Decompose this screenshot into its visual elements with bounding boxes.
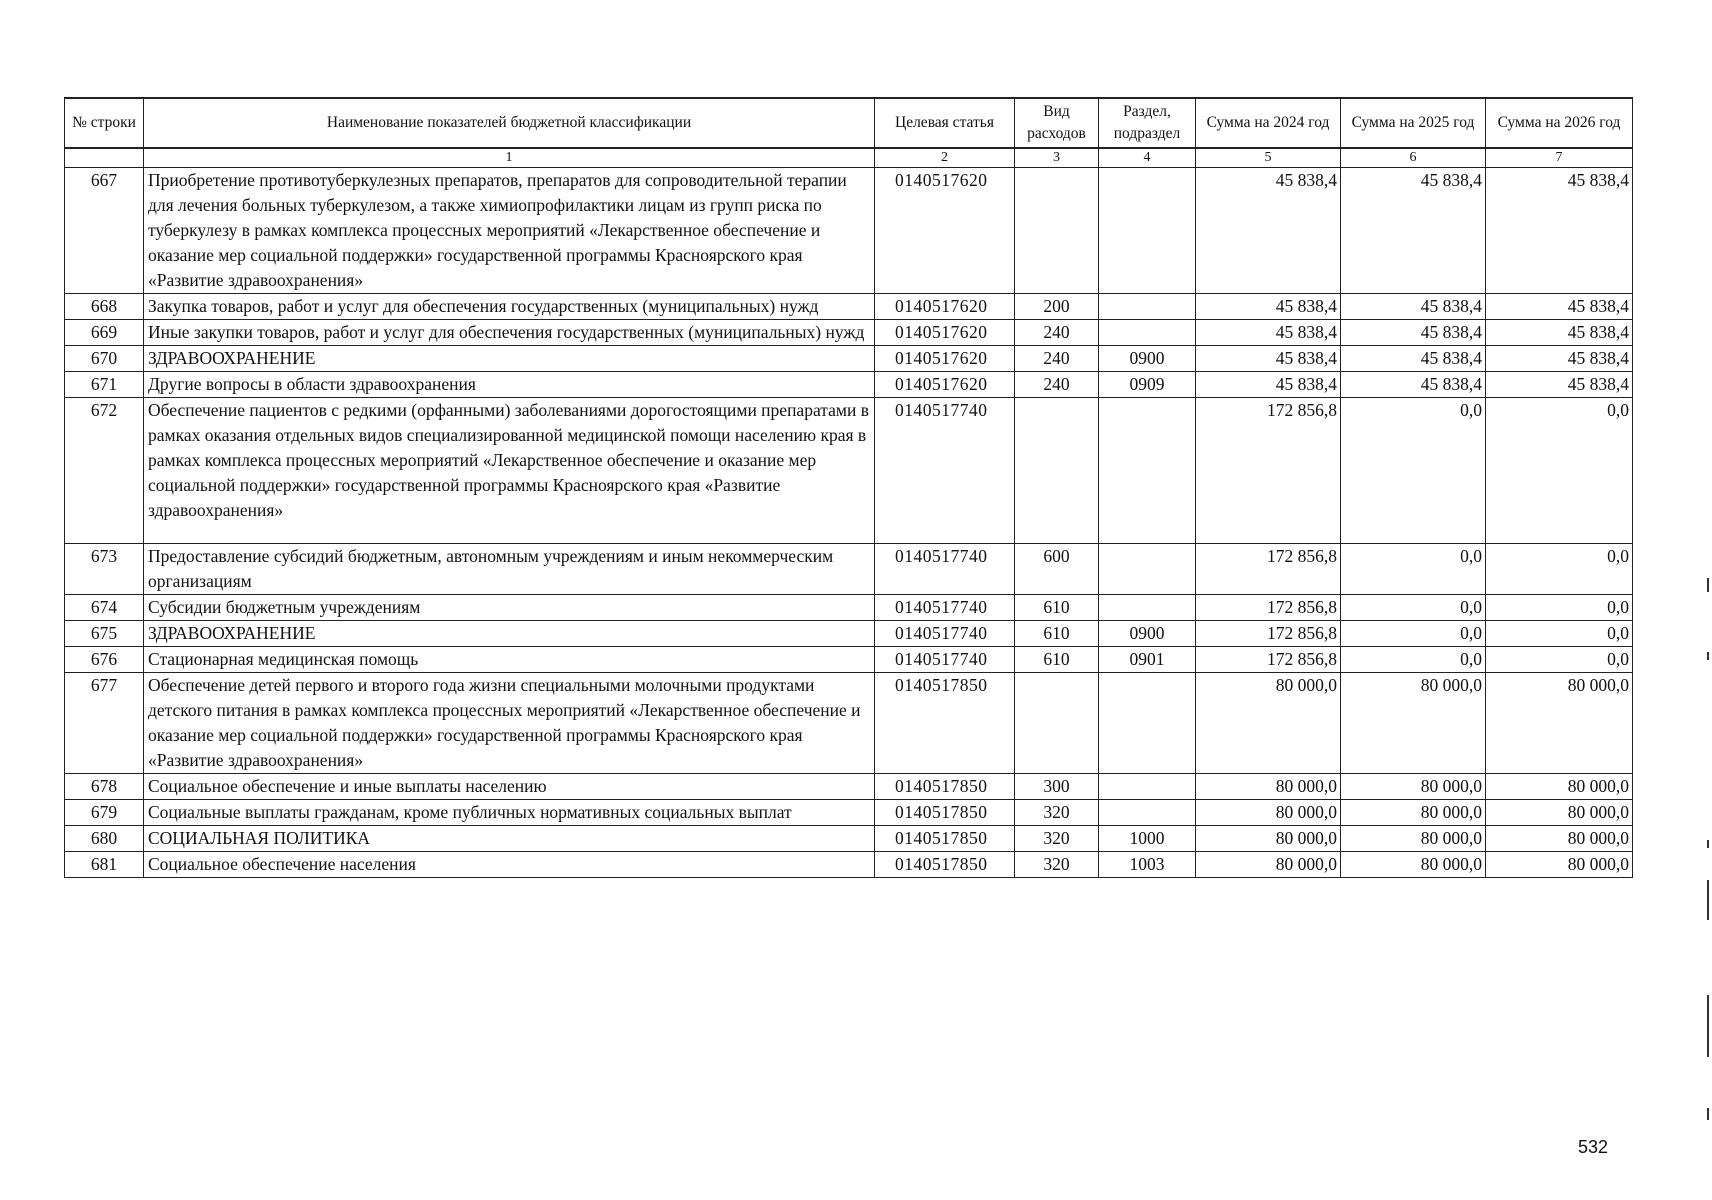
target-article-code: 0140517850 <box>875 673 1015 774</box>
sum-2024: 45 838,4 <box>1196 346 1341 372</box>
row-number: 674 <box>65 595 144 621</box>
target-article-code: 0140517620 <box>875 346 1015 372</box>
expense-type-code: 320 <box>1015 800 1099 826</box>
sum-2024: 172 856,8 <box>1196 621 1341 647</box>
column-number: 6 <box>1341 148 1486 168</box>
target-article-code: 0140517740 <box>875 544 1015 595</box>
indicator-name: Обеспечение пациентов с редкими (орфанными) заболеваниями дорогостоящими препаратами в рамках оказания отдельных видов специализированной медицинской помощи населению края в рамках комплекса процессных мероприятий «Лекарственное обеспечение и оказание мер социальной поддержки» государственной программы Красноярского края «Развитие здравоохранения» <box>144 398 875 544</box>
sum-2025: 0,0 <box>1341 595 1486 621</box>
table-row <box>65 826 1633 852</box>
sum-2026: 80 000,0 <box>1486 826 1633 852</box>
sum-2026: 80 000,0 <box>1486 774 1633 800</box>
table-row <box>65 621 1633 647</box>
sum-2026: 0,0 <box>1486 595 1633 621</box>
indicator-name: Другие вопросы в области здравоохранения <box>144 372 875 398</box>
column-number: 5 <box>1196 148 1341 168</box>
column-number-row <box>65 148 1633 168</box>
sum-2024: 172 856,8 <box>1196 647 1341 673</box>
target-article-code: 0140517620 <box>875 320 1015 346</box>
indicator-name: Социальные выплаты гражданам, кроме публичных нормативных социальных выплат <box>144 800 875 826</box>
section-code: 1000 <box>1099 826 1196 852</box>
row-number: 672 <box>65 398 144 544</box>
sum-2024: 80 000,0 <box>1196 800 1341 826</box>
expense-type-code: 200 <box>1015 294 1099 320</box>
section-code <box>1099 294 1196 320</box>
target-article-code: 0140517850 <box>875 852 1015 878</box>
sum-2025: 80 000,0 <box>1341 852 1486 878</box>
indicator-name: Социальное обеспечение населения <box>144 852 875 878</box>
expense-type-code: 610 <box>1015 647 1099 673</box>
column-number: 4 <box>1099 148 1196 168</box>
sum-2025: 45 838,4 <box>1341 346 1486 372</box>
row-number: 679 <box>65 800 144 826</box>
table-row <box>65 320 1633 346</box>
sum-2026: 45 838,4 <box>1486 168 1633 294</box>
row-number: 669 <box>65 320 144 346</box>
table-row <box>65 544 1633 595</box>
table-row <box>65 852 1633 878</box>
table-row <box>65 774 1633 800</box>
sum-2024: 45 838,4 <box>1196 320 1341 346</box>
expense-type-code: 610 <box>1015 595 1099 621</box>
sum-2025: 80 000,0 <box>1341 826 1486 852</box>
row-number: 670 <box>65 346 144 372</box>
expense-type-code: 600 <box>1015 544 1099 595</box>
indicator-name: Субсидии бюджетным учреждениям <box>144 595 875 621</box>
scan-edge-mark <box>1707 880 1709 920</box>
sum-2024: 172 856,8 <box>1196 595 1341 621</box>
expense-type-code: 300 <box>1015 774 1099 800</box>
column-number <box>65 148 144 168</box>
expense-type-code: 240 <box>1015 346 1099 372</box>
sum-2026: 45 838,4 <box>1486 294 1633 320</box>
sum-2024: 80 000,0 <box>1196 852 1341 878</box>
sum-2024: 45 838,4 <box>1196 168 1341 294</box>
header-section: Раздел, подраздел <box>1099 98 1196 148</box>
column-number: 3 <box>1015 148 1099 168</box>
section-code: 1003 <box>1099 852 1196 878</box>
row-number: 676 <box>65 647 144 673</box>
sum-2025: 45 838,4 <box>1341 168 1486 294</box>
sum-2026: 80 000,0 <box>1486 800 1633 826</box>
sum-2025: 45 838,4 <box>1341 320 1486 346</box>
section-code <box>1099 595 1196 621</box>
indicator-name: Предоставление субсидий бюджетным, автономным учреждениям и иным некоммерческим организациям <box>144 544 875 595</box>
expense-type-code: 610 <box>1015 621 1099 647</box>
sum-2026: 0,0 <box>1486 398 1633 544</box>
header-expense-type: Вид расходов <box>1015 98 1099 148</box>
table-header <box>65 98 1633 168</box>
expense-type-code: 320 <box>1015 826 1099 852</box>
header-sum-2026: Сумма на 2026 год <box>1486 98 1633 148</box>
sum-2026: 80 000,0 <box>1486 673 1633 774</box>
target-article-code: 0140517620 <box>875 372 1015 398</box>
indicator-name: ЗДРАВООХРАНЕНИЕ <box>144 621 875 647</box>
table-row <box>65 398 1633 544</box>
indicator-name: Закупка товаров, работ и услуг для обеспечения государственных (муниципальных) нужд <box>144 294 875 320</box>
sum-2025: 80 000,0 <box>1341 673 1486 774</box>
sum-2025: 0,0 <box>1341 544 1486 595</box>
section-code: 0900 <box>1099 346 1196 372</box>
expense-type-code: 320 <box>1015 852 1099 878</box>
sum-2025: 45 838,4 <box>1341 294 1486 320</box>
sum-2025: 45 838,4 <box>1341 372 1486 398</box>
sum-2026: 0,0 <box>1486 544 1633 595</box>
sum-2025: 80 000,0 <box>1341 774 1486 800</box>
expense-type-code: 240 <box>1015 372 1099 398</box>
indicator-name: ЗДРАВООХРАНЕНИЕ <box>144 346 875 372</box>
table-row <box>65 800 1633 826</box>
sum-2025: 80 000,0 <box>1341 800 1486 826</box>
target-article-code: 0140517620 <box>875 168 1015 294</box>
table-row <box>65 168 1633 294</box>
row-number: 668 <box>65 294 144 320</box>
scan-edge-mark <box>1707 995 1709 1057</box>
sum-2024: 80 000,0 <box>1196 673 1341 774</box>
section-code <box>1099 168 1196 294</box>
expense-type-code <box>1015 168 1099 294</box>
target-article-code: 0140517740 <box>875 398 1015 544</box>
column-number: 7 <box>1486 148 1633 168</box>
indicator-name: Социальное обеспечение и иные выплаты населению <box>144 774 875 800</box>
sum-2024: 172 856,8 <box>1196 544 1341 595</box>
target-article-code: 0140517850 <box>875 826 1015 852</box>
sum-2025: 0,0 <box>1341 398 1486 544</box>
indicator-name: Иные закупки товаров, работ и услуг для обеспечения государственных (муниципальных) нужд <box>144 320 875 346</box>
expense-type-code <box>1015 673 1099 774</box>
header-row <box>65 98 1633 148</box>
section-code: 0901 <box>1099 647 1196 673</box>
table-row <box>65 294 1633 320</box>
indicator-name: Стационарная медицинская помощь <box>144 647 875 673</box>
indicator-name: Обеспечение детей первого и второго года жизни специальными молочными продуктами детского питания в рамках комплекса процессных мероприятий «Лекарственное обеспечение и оказание мер социальной поддержки» государственной программы Красноярского края «Развитие здравоохранения» <box>144 673 875 774</box>
table-body <box>65 168 1633 878</box>
indicator-name: Приобретение противотуберкулезных препаратов, препаратов для сопроводительной терапии для лечения больных туберкулезом, а также химиопрофилактики лицам из групп риска по туберкулезу в рамках комплекса процессных мероприятий «Лекарственное обеспечение и оказание мер социальной поддержки» государственной программы Красноярского края «Развитие здравоохранения» <box>144 168 875 294</box>
section-code: 0900 <box>1099 621 1196 647</box>
table-row <box>65 673 1633 774</box>
header-name: Наименование показателей бюджетной классификации <box>144 98 875 148</box>
table-row <box>65 595 1633 621</box>
scan-edge-mark <box>1707 578 1709 592</box>
row-number: 671 <box>65 372 144 398</box>
sum-2024: 80 000,0 <box>1196 774 1341 800</box>
budget-table <box>64 97 1633 878</box>
header-sum-2024: Сумма на 2024 год <box>1196 98 1341 148</box>
section-code: 0909 <box>1099 372 1196 398</box>
sum-2026: 45 838,4 <box>1486 372 1633 398</box>
page-number: 532 <box>1578 1137 1609 1157</box>
row-number: 681 <box>65 852 144 878</box>
target-article-code: 0140517740 <box>875 621 1015 647</box>
row-number: 667 <box>65 168 144 294</box>
section-code <box>1099 774 1196 800</box>
sum-2026: 0,0 <box>1486 647 1633 673</box>
table-row <box>65 346 1633 372</box>
sum-2026: 45 838,4 <box>1486 346 1633 372</box>
section-code <box>1099 800 1196 826</box>
section-code <box>1099 320 1196 346</box>
table-row <box>65 647 1633 673</box>
section-code <box>1099 544 1196 595</box>
row-number: 678 <box>65 774 144 800</box>
sum-2024: 80 000,0 <box>1196 826 1341 852</box>
section-code <box>1099 673 1196 774</box>
row-number: 680 <box>65 826 144 852</box>
indicator-name: СОЦИАЛЬНАЯ ПОЛИТИКА <box>144 826 875 852</box>
header-target-article: Целевая статья <box>875 98 1015 148</box>
row-number: 673 <box>65 544 144 595</box>
target-article-code: 0140517740 <box>875 595 1015 621</box>
sum-2024: 45 838,4 <box>1196 294 1341 320</box>
target-article-code: 0140517740 <box>875 647 1015 673</box>
target-article-code: 0140517850 <box>875 800 1015 826</box>
sum-2026: 0,0 <box>1486 621 1633 647</box>
column-number: 2 <box>875 148 1015 168</box>
target-article-code: 0140517620 <box>875 294 1015 320</box>
target-article-code: 0140517850 <box>875 774 1015 800</box>
row-number: 675 <box>65 621 144 647</box>
header-sum-2025: Сумма на 2025 год <box>1341 98 1486 148</box>
sum-2026: 80 000,0 <box>1486 852 1633 878</box>
section-code <box>1099 398 1196 544</box>
scan-edge-mark <box>1707 1108 1709 1120</box>
column-number: 1 <box>144 148 875 168</box>
sum-2025: 0,0 <box>1341 621 1486 647</box>
row-number: 677 <box>65 673 144 774</box>
table-row <box>65 372 1633 398</box>
expense-type-code: 240 <box>1015 320 1099 346</box>
sum-2024: 45 838,4 <box>1196 372 1341 398</box>
scan-edge-mark <box>1707 652 1709 660</box>
header-row-no: № строки <box>65 98 144 148</box>
scan-edge-mark <box>1707 840 1709 848</box>
sum-2026: 45 838,4 <box>1486 320 1633 346</box>
sum-2024: 172 856,8 <box>1196 398 1341 544</box>
expense-type-code <box>1015 398 1099 544</box>
sum-2025: 0,0 <box>1341 647 1486 673</box>
